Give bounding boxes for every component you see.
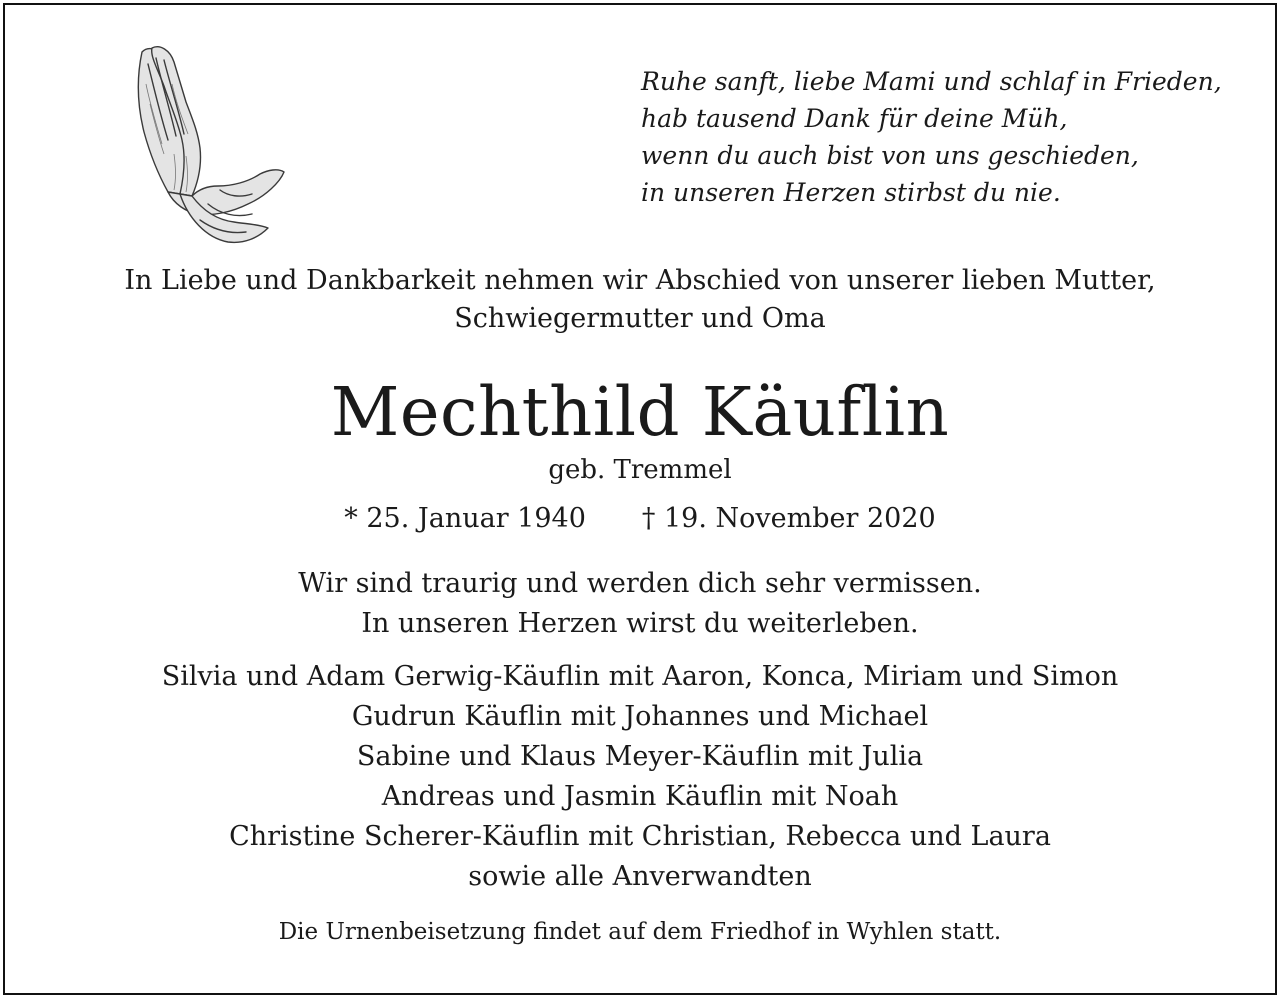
poem-line: in unseren Herzen stirbst du nie. [641, 178, 1061, 207]
birth-date: * 25. Januar 1940 [344, 503, 586, 534]
family-member-line: Christine Scherer-Käuflin mit Christian, Rebecca und Laura [229, 821, 1051, 852]
intro-line: Schwiegermutter und Oma [454, 303, 826, 334]
family-member-line: Silvia und Adam Gerwig-Käuflin mit Aaron, Konca, Miriam und Simon [161, 661, 1119, 692]
praying-hands-icon [128, 44, 290, 244]
deceased-name: Mechthild Käuflin [330, 373, 950, 451]
poem-line: Ruhe sanft, liebe Mami und schlaf in Frieden, [641, 67, 1222, 96]
maiden-name: geb. Tremmel [548, 455, 732, 485]
family-member-line: Sabine und Klaus Meyer-Käuflin mit Julia [356, 741, 924, 772]
intro-line: In Liebe und Dankbarkeit nehmen wir Abschied von unserer lieben Mutter, [124, 265, 1156, 296]
mourning-text [0, 564, 1280, 644]
family-member-line: Gudrun Käuflin mit Johannes und Michael [351, 701, 929, 732]
life-dates [0, 500, 1280, 538]
mourning-line: In unseren Herzen wirst du weiterleben. [361, 608, 919, 639]
family-member-line: sowie alle Anverwandten [468, 861, 812, 892]
family-member-line: Andreas und Jasmin Käuflin mit Noah [381, 781, 899, 812]
memorial-poem [641, 63, 1241, 211]
funeral-note: Die Urnenbeisetzung findet auf dem Friedhof in Wyhlen statt. [278, 919, 1002, 945]
death-date: † 19. November 2020 [641, 503, 936, 534]
poem-line: wenn du auch bist von uns geschieden, [641, 141, 1139, 170]
mourning-line: Wir sind traurig und werden dich sehr vermissen. [298, 568, 982, 599]
intro-text [0, 262, 1280, 338]
poem-line: hab tausend Dank für deine Müh, [641, 104, 1068, 133]
family-list [0, 657, 1280, 897]
